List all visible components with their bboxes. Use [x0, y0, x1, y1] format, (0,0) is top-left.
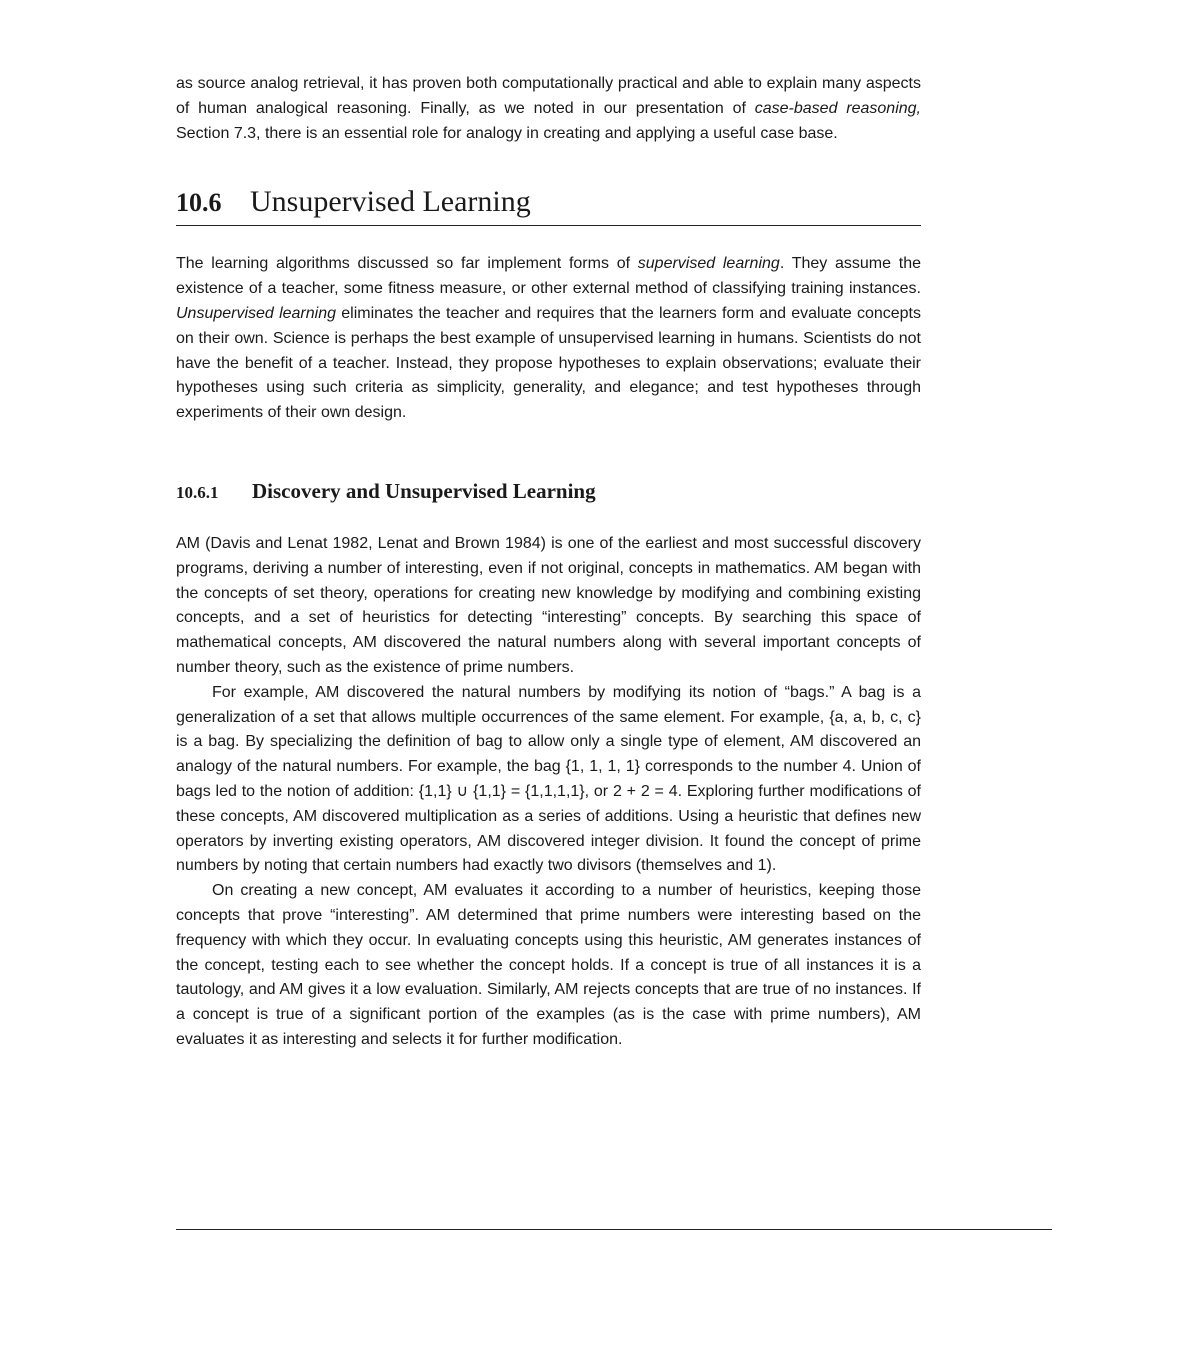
section-paragraph: [176, 252, 921, 426]
section-emphasis-1: supervised learning: [637, 255, 780, 273]
subsection-heading: [176, 476, 921, 508]
page-content: [176, 72, 921, 1053]
section-number: 10.6: [176, 188, 222, 218]
subsection-paragraph-1: AM (Davis and Lenat 1982, Lenat and Brown 1984) is one of the earliest and most successful discovery programs, deriving a number of interesting, even if not original, concepts in mathematics. AM began with the concepts of set theory, operations for creating new knowledge by modifying and combining existing concepts, and a set of heuristics for detecting “interesting” concepts. By searching this space of mathematical concepts, AM discovered the natural numbers along with several important concepts of number theory, such as the existence of prime numbers.: [176, 534, 921, 676]
section-emphasis-2: Unsupervised learning: [176, 304, 336, 322]
subsection-title: Discovery and Unsupervised Learning: [252, 478, 596, 503]
intro-paragraph: [176, 72, 921, 146]
section-text-1: The learning algorithms discussed so far implement forms of: [176, 255, 638, 273]
footer-rule: [176, 1229, 1052, 1230]
section-heading: [176, 182, 921, 226]
intro-text-2: Section 7.3, there is an essential role for analogy in creating and applying a useful case base.: [176, 124, 838, 142]
subsection-paragraph-3: On creating a new concept, AM evaluates it according to a number of heuristics, keeping those concepts that prove “interesting”. AM determined that prime numbers were interesting based on the frequency with which they occur. In evaluating concepts using this heuristic, AM generates instances of the concept, testing each to see whether the concept holds. If a concept is true of all instances it is a tautology, and AM gives it a low evaluation. Similarly, AM rejects concepts that are true of no instances. If a concept is true of a significant portion of the examples (as is the case with prime numbers), AM evaluates it as interesting and selects it for further modification.: [176, 882, 921, 1048]
intro-text-1: as source analog retrieval, it has proven both computationally practical and able to explain many aspects of human analogical reasoning. Finally, as we noted in our presentation of: [176, 75, 921, 117]
intro-emphasis: case-based reasoning,: [754, 99, 922, 117]
section-text-3: eliminates the teacher and requires that the learners form and evaluate concepts on their own. Science is perhaps the best example of unsupervised learning in humans. Scientists do not have the benefit of a teacher. Instead, they propose hypotheses to explain observations; evaluate their hypotheses using such criteria as simplicity, generality, and elegance; and test hypotheses through experiments of their own design.: [176, 304, 921, 422]
subsection-number: 10.6.1: [176, 482, 219, 502]
subsection-paragraph-2: For example, AM discovered the natural numbers by modifying its notion of “bags.” A bag is a generalization of a set that allows multiple occurrences of the same element. For example, {a, a, b, c, c} is a bag. By specializing the definition of bag to allow only a single type of element, AM discovered an analogy of the natural numbers. For example, the bag {1, 1, 1, 1} corresponds to the number 4. Union of bags led to the notion of addition: {1,1} ∪ {1,1} = {1,1,1,1}, or 2 + 2 = 4. Exploring further modifications of these concepts, AM discovered multiplication as a series of additions. Using a heuristic that defines new operators by inverting existing operators, AM discovered integer division. It found the concept of prime numbers by noting that certain numbers had exactly two divisors (themselves and 1).: [176, 683, 921, 875]
section-title: Unsupervised Learning: [250, 185, 531, 219]
section-text-2: . They assume the existence of a teacher, some fitness measure, or other external method of classifying training instances.: [176, 255, 922, 298]
